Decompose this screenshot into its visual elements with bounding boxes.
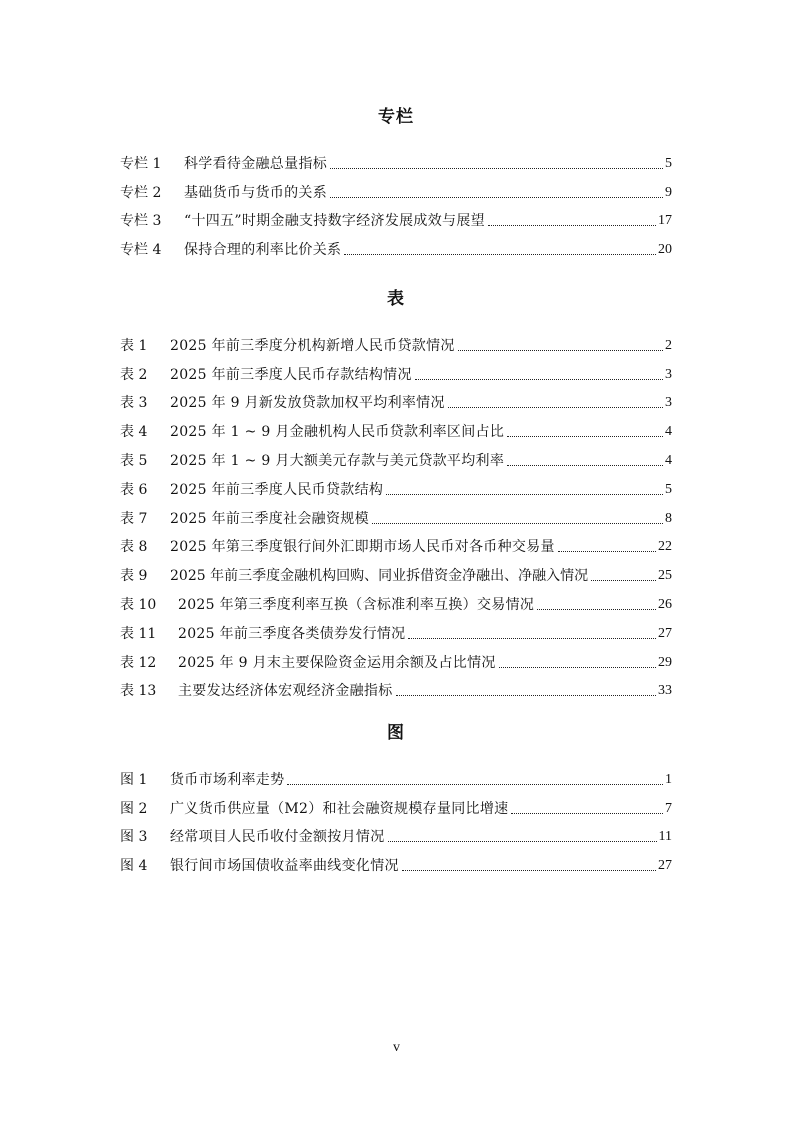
- toc-entry[interactable]: [120, 585, 672, 614]
- dot-leader: [448, 407, 663, 408]
- entry-label: 表 1: [120, 337, 148, 354]
- entry-label: 表 10: [120, 596, 157, 613]
- entry-page: 3: [665, 366, 672, 382]
- entry-label: 表 13: [120, 683, 157, 700]
- entry-page: 3: [665, 395, 672, 411]
- entry-label: 图 1: [120, 771, 148, 788]
- entry-page: 5: [665, 155, 672, 171]
- toc-entry[interactable]: [120, 144, 672, 173]
- entry-label: 表 5: [120, 452, 148, 469]
- dot-leader: [591, 580, 656, 581]
- entry-title: 2025 年前三季度各类债券发行情况: [178, 625, 406, 642]
- toc-entry[interactable]: [120, 846, 672, 875]
- dot-leader: [388, 841, 657, 842]
- entry-page: 11: [658, 829, 672, 845]
- entry-label: 专栏 2: [120, 184, 162, 201]
- entry-title: 2025 年 1 ~ 9 月金融机构人民币贷款利率区间占比: [170, 424, 505, 441]
- entry-page: 7: [665, 800, 672, 816]
- entry-label: 表 6: [120, 481, 148, 498]
- entry-title: 基础货币与货币的关系: [184, 184, 327, 201]
- entry-title: 2025 年 1 ~ 9 月大额美元存款与美元贷款平均利率: [170, 452, 505, 469]
- toc-entry[interactable]: [120, 789, 672, 818]
- entry-title: 2025 年前三季度社会融资规模: [170, 510, 369, 527]
- toc-entry[interactable]: [120, 202, 672, 231]
- toc-entry[interactable]: [120, 818, 672, 847]
- entry-title: 2025 年第三季度利率互换（含标准利率互换）交易情况: [178, 596, 535, 613]
- entry-title: 2025 年第三季度银行间外汇即期市场人民币对各币种交易量: [170, 539, 555, 556]
- entry-title: 2025 年前三季度分机构新增人民币贷款情况: [170, 337, 455, 354]
- entry-label: 表 11: [120, 625, 157, 642]
- entry-title: 货币市场利率走势: [170, 771, 285, 788]
- entry-page: 20: [658, 242, 672, 258]
- section-figures: [120, 722, 672, 875]
- dot-leader: [408, 638, 656, 639]
- toc-list: [120, 760, 672, 875]
- toc-entry[interactable]: [120, 499, 672, 528]
- entry-label: 表 8: [120, 539, 148, 556]
- entry-title: 广义货币供应量（M2）和社会融资规模存量同比增速: [170, 800, 509, 817]
- dot-leader: [330, 168, 663, 169]
- toc-entry[interactable]: [120, 441, 672, 470]
- entry-page: 17: [658, 213, 672, 229]
- toc-entry[interactable]: [120, 470, 672, 499]
- entry-label: 专栏 3: [120, 213, 162, 230]
- dot-leader: [344, 254, 656, 255]
- dot-leader: [507, 465, 663, 466]
- footer-page-number: v: [393, 1040, 400, 1055]
- entry-label: 专栏 4: [120, 242, 162, 259]
- entry-title: “十四五”时期金融支持数字经济发展成效与展望: [184, 213, 485, 230]
- dot-leader: [402, 870, 656, 871]
- dot-leader: [537, 609, 656, 610]
- section-heading: 图: [387, 723, 405, 743]
- entry-title: 2025 年 9 月新发放贷款加权平均利率情况: [170, 395, 445, 412]
- entry-label: 表 12: [120, 654, 157, 671]
- dot-leader: [415, 379, 663, 380]
- section-tables: [120, 288, 672, 700]
- dot-leader: [511, 813, 663, 814]
- entry-page: 25: [658, 568, 672, 584]
- entry-page: 27: [658, 858, 672, 874]
- dot-leader: [499, 667, 656, 668]
- entry-page: 4: [665, 452, 672, 468]
- entry-page: 26: [658, 596, 672, 612]
- dot-leader: [458, 350, 663, 351]
- entry-title: 主要发达经济体宏观经济金融指标: [178, 683, 393, 700]
- dot-leader: [386, 494, 663, 495]
- toc-entry[interactable]: [120, 643, 672, 672]
- entry-title: 2025 年前三季度人民币存款结构情况: [170, 366, 412, 383]
- toc-entry[interactable]: [120, 412, 672, 441]
- entry-label: 表 4: [120, 424, 148, 441]
- entry-page: 5: [665, 481, 672, 497]
- dot-leader: [330, 197, 663, 198]
- entry-page: 2: [665, 337, 672, 353]
- entry-title: 经常项目人民币收付金额按月情况: [170, 829, 385, 846]
- entry-page: 9: [665, 184, 672, 200]
- entry-title: 2025 年前三季度人民币贷款结构: [170, 481, 384, 498]
- entry-label: 专栏 1: [120, 155, 162, 172]
- dot-leader: [396, 695, 657, 696]
- toc-entry[interactable]: [120, 760, 672, 789]
- entry-page: 1: [665, 771, 672, 787]
- toc-entry[interactable]: [120, 355, 672, 384]
- toc-entry[interactable]: [120, 230, 672, 259]
- dot-leader: [558, 551, 656, 552]
- entry-label: 表 3: [120, 395, 148, 412]
- entry-title: 2025 年前三季度金融机构回购、同业拆借资金净融出、净融入情况: [170, 568, 589, 585]
- entry-page: 22: [658, 539, 672, 555]
- section-heading: 专栏: [378, 107, 414, 127]
- toc-entry[interactable]: [120, 173, 672, 202]
- toc-list: [120, 326, 672, 700]
- dot-leader: [287, 784, 663, 785]
- entry-page: 29: [658, 654, 672, 670]
- entry-page: 8: [665, 510, 672, 526]
- entry-label: 图 2: [120, 800, 148, 817]
- entry-title: 科学看待金融总量指标: [184, 155, 327, 172]
- dot-leader: [507, 436, 663, 437]
- toc-list: [120, 144, 672, 259]
- dot-leader: [372, 523, 663, 524]
- toc-entry[interactable]: [120, 528, 672, 557]
- toc-entry[interactable]: [120, 556, 672, 585]
- entry-label: 图 4: [120, 858, 148, 875]
- entry-page: 4: [665, 424, 672, 440]
- dot-leader: [488, 225, 656, 226]
- entry-label: 表 7: [120, 510, 148, 527]
- section-special-columns: [120, 106, 672, 259]
- entry-label: 表 2: [120, 366, 148, 383]
- entry-page: 33: [658, 683, 672, 699]
- entry-page: 27: [658, 625, 672, 641]
- entry-title: 2025 年 9 月末主要保险资金运用余额及占比情况: [178, 654, 496, 671]
- toc-entry[interactable]: [120, 384, 672, 413]
- entry-label: 图 3: [120, 829, 148, 846]
- entry-title: 银行间市场国债收益率曲线变化情况: [170, 858, 399, 875]
- entry-title: 保持合理的利率比价关系: [184, 242, 342, 259]
- toc-entry[interactable]: [120, 326, 672, 355]
- toc-entry[interactable]: [120, 672, 672, 701]
- entry-label: 表 9: [120, 568, 148, 585]
- section-heading: 表: [387, 289, 405, 309]
- toc-entry[interactable]: [120, 614, 672, 643]
